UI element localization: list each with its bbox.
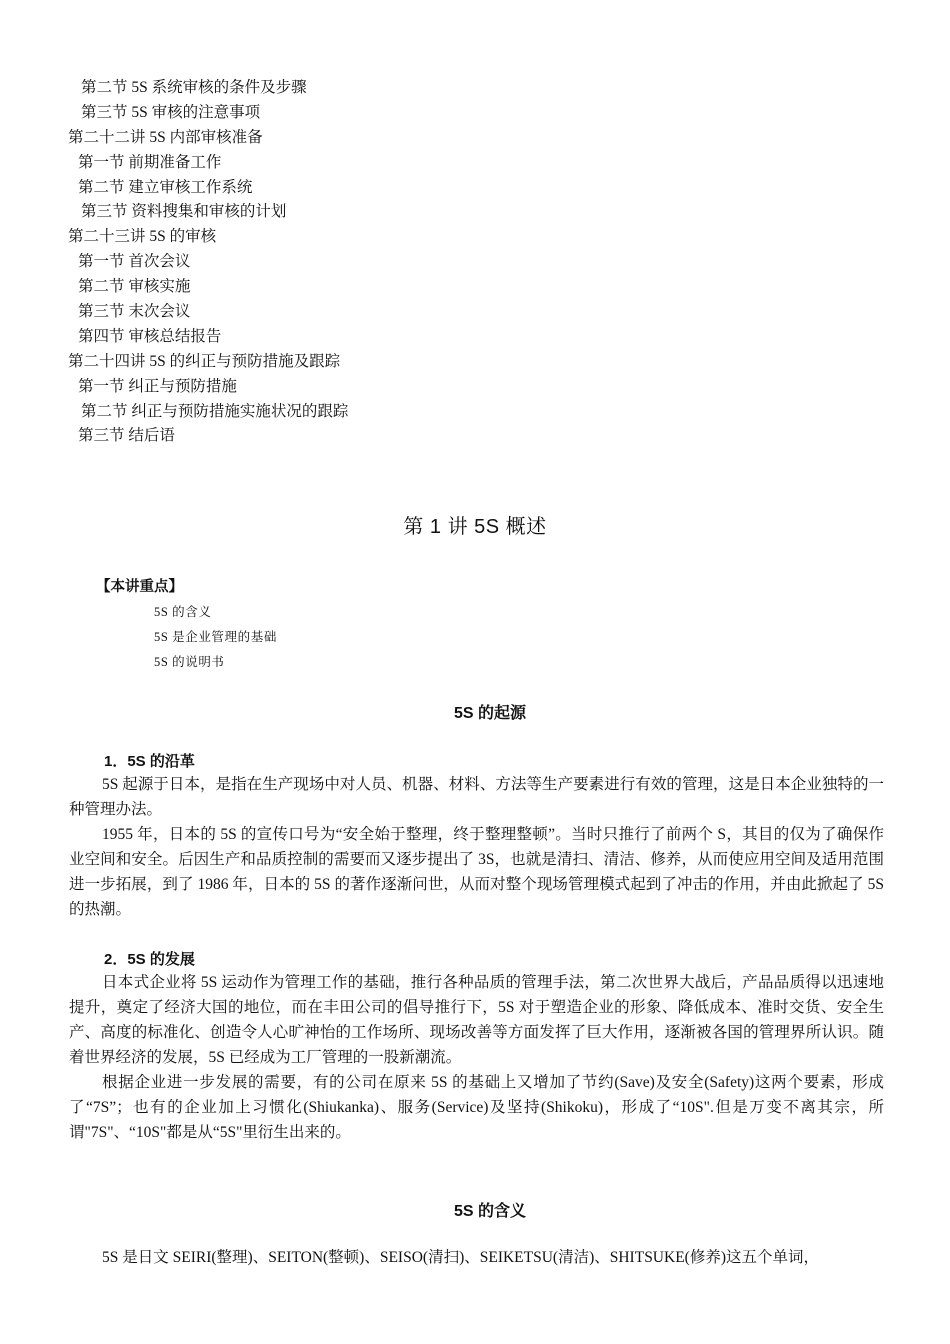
toc-line: 第三节 结后语 [78, 427, 175, 445]
keypoint-item: 5S 的说明书 [154, 655, 225, 669]
subsection-heading-development: 2．5S 的发展 [104, 951, 195, 968]
table-of-contents [68, 76, 568, 449]
subsection-heading-history: 1．5S 的沿革 [104, 753, 195, 770]
toc-line: 第二节 纠正与预防措施实施状况的跟踪 [81, 402, 349, 420]
paragraph: 日本式企业将 5S 运动作为管理工作的基础，推行各种品质的管理手法，第二次世界大战后，产品品质得以迅速地提升，奠定了经济大国的地位，而在丰田公司的倡导推行下，5S 对于塑造企业的形象、降低成本、准时交货、安全生产、高度的标准化、创造令人心旷神怡的工作场所、现场改善等方面发挥了巨大作用，逐渐被各国的管理界所认识。随着世界经济的发展，5S 已经成为工厂管理的一股新潮流。 [69, 974, 884, 1066]
toc-line: 第三节 5S 审核的注意事项 [81, 103, 261, 121]
paragraph: 5S 是日文 SEIRI(整理)、SEITON(整顿)、SEISO(清扫)、SEIKETSU(清洁)、SHITSUKE(修养)这五个单词， [102, 1249, 819, 1266]
toc-line: 第二节 审核实施 [78, 278, 191, 296]
keypoint-item: 5S 的含义 [154, 605, 212, 619]
toc-line: 第二十四讲 5S 的纠正与预防措施及跟踪 [68, 352, 341, 370]
chapter-title: 第 1 讲 5S 概述 [403, 516, 547, 538]
toc-line: 第二节 5S 系统审核的条件及步骤 [81, 79, 307, 96]
keypoints-heading: 【本讲重点】 [96, 579, 183, 595]
section-heading-origin: 5S 的起源 [453, 705, 527, 722]
paragraph: 5S 起源于日本，是指在生产现场中对人员、机器、材料、方法等生产要素进行有效的管理，这是日本企业独特的一种管理办法。 [69, 776, 884, 818]
toc-line: 第一节 纠正与预防措施 [78, 377, 237, 395]
section-heading-meaning: 5S 的含义 [453, 1203, 527, 1220]
toc-line: 第四节 审核总结报告 [78, 327, 222, 345]
paragraph: 1955 年，日本的 5S 的宣传口号为“安全始于整理，终于整理整顿”。当时只推行了前两个 S，其目的仅为了确保作业空间和安全。后因生产和品质控制的需要而又逐步提出了 3S，也就是清扫、清洁、修养，从而使应用空间及适用范围进一步拓展，到了 1986 年，日本的 5S 的著作逐渐问世，从而对整个现场管理模式起到了冲击的作用，并由此掀起了 5S 的热潮。 [69, 826, 884, 918]
toc-line: 第一节 首次会议 [78, 253, 191, 271]
keypoint-item: 5S 是企业管理的基础 [154, 630, 277, 644]
toc-line: 第二十三讲 5S 的审核 [68, 228, 217, 246]
toc-line: 第二十二讲 5S 内部审核准备 [68, 128, 263, 146]
paragraph: 根据企业进一步发展的需要，有的公司在原来 5S 的基础上又增加了节约(Save)及安全(Safety)这两个要素，形成了“7S”；也有的企业加上习惯化(Shiukanka)、服务(Service)及坚持(Shikoku)，形成了“10S".但是万变不离其宗，所谓"7S"、“10S"都是从“5S"里衍生出来的。 [69, 1074, 884, 1141]
toc-line: 第三节 末次会议 [78, 303, 191, 321]
keypoints-block [96, 576, 277, 675]
toc-line: 第三节 资料搜集和审核的计划 [81, 203, 287, 221]
toc-line: 第二节 建立审核工作系统 [78, 178, 253, 196]
toc-line: 第一节 前期准备工作 [78, 153, 222, 171]
